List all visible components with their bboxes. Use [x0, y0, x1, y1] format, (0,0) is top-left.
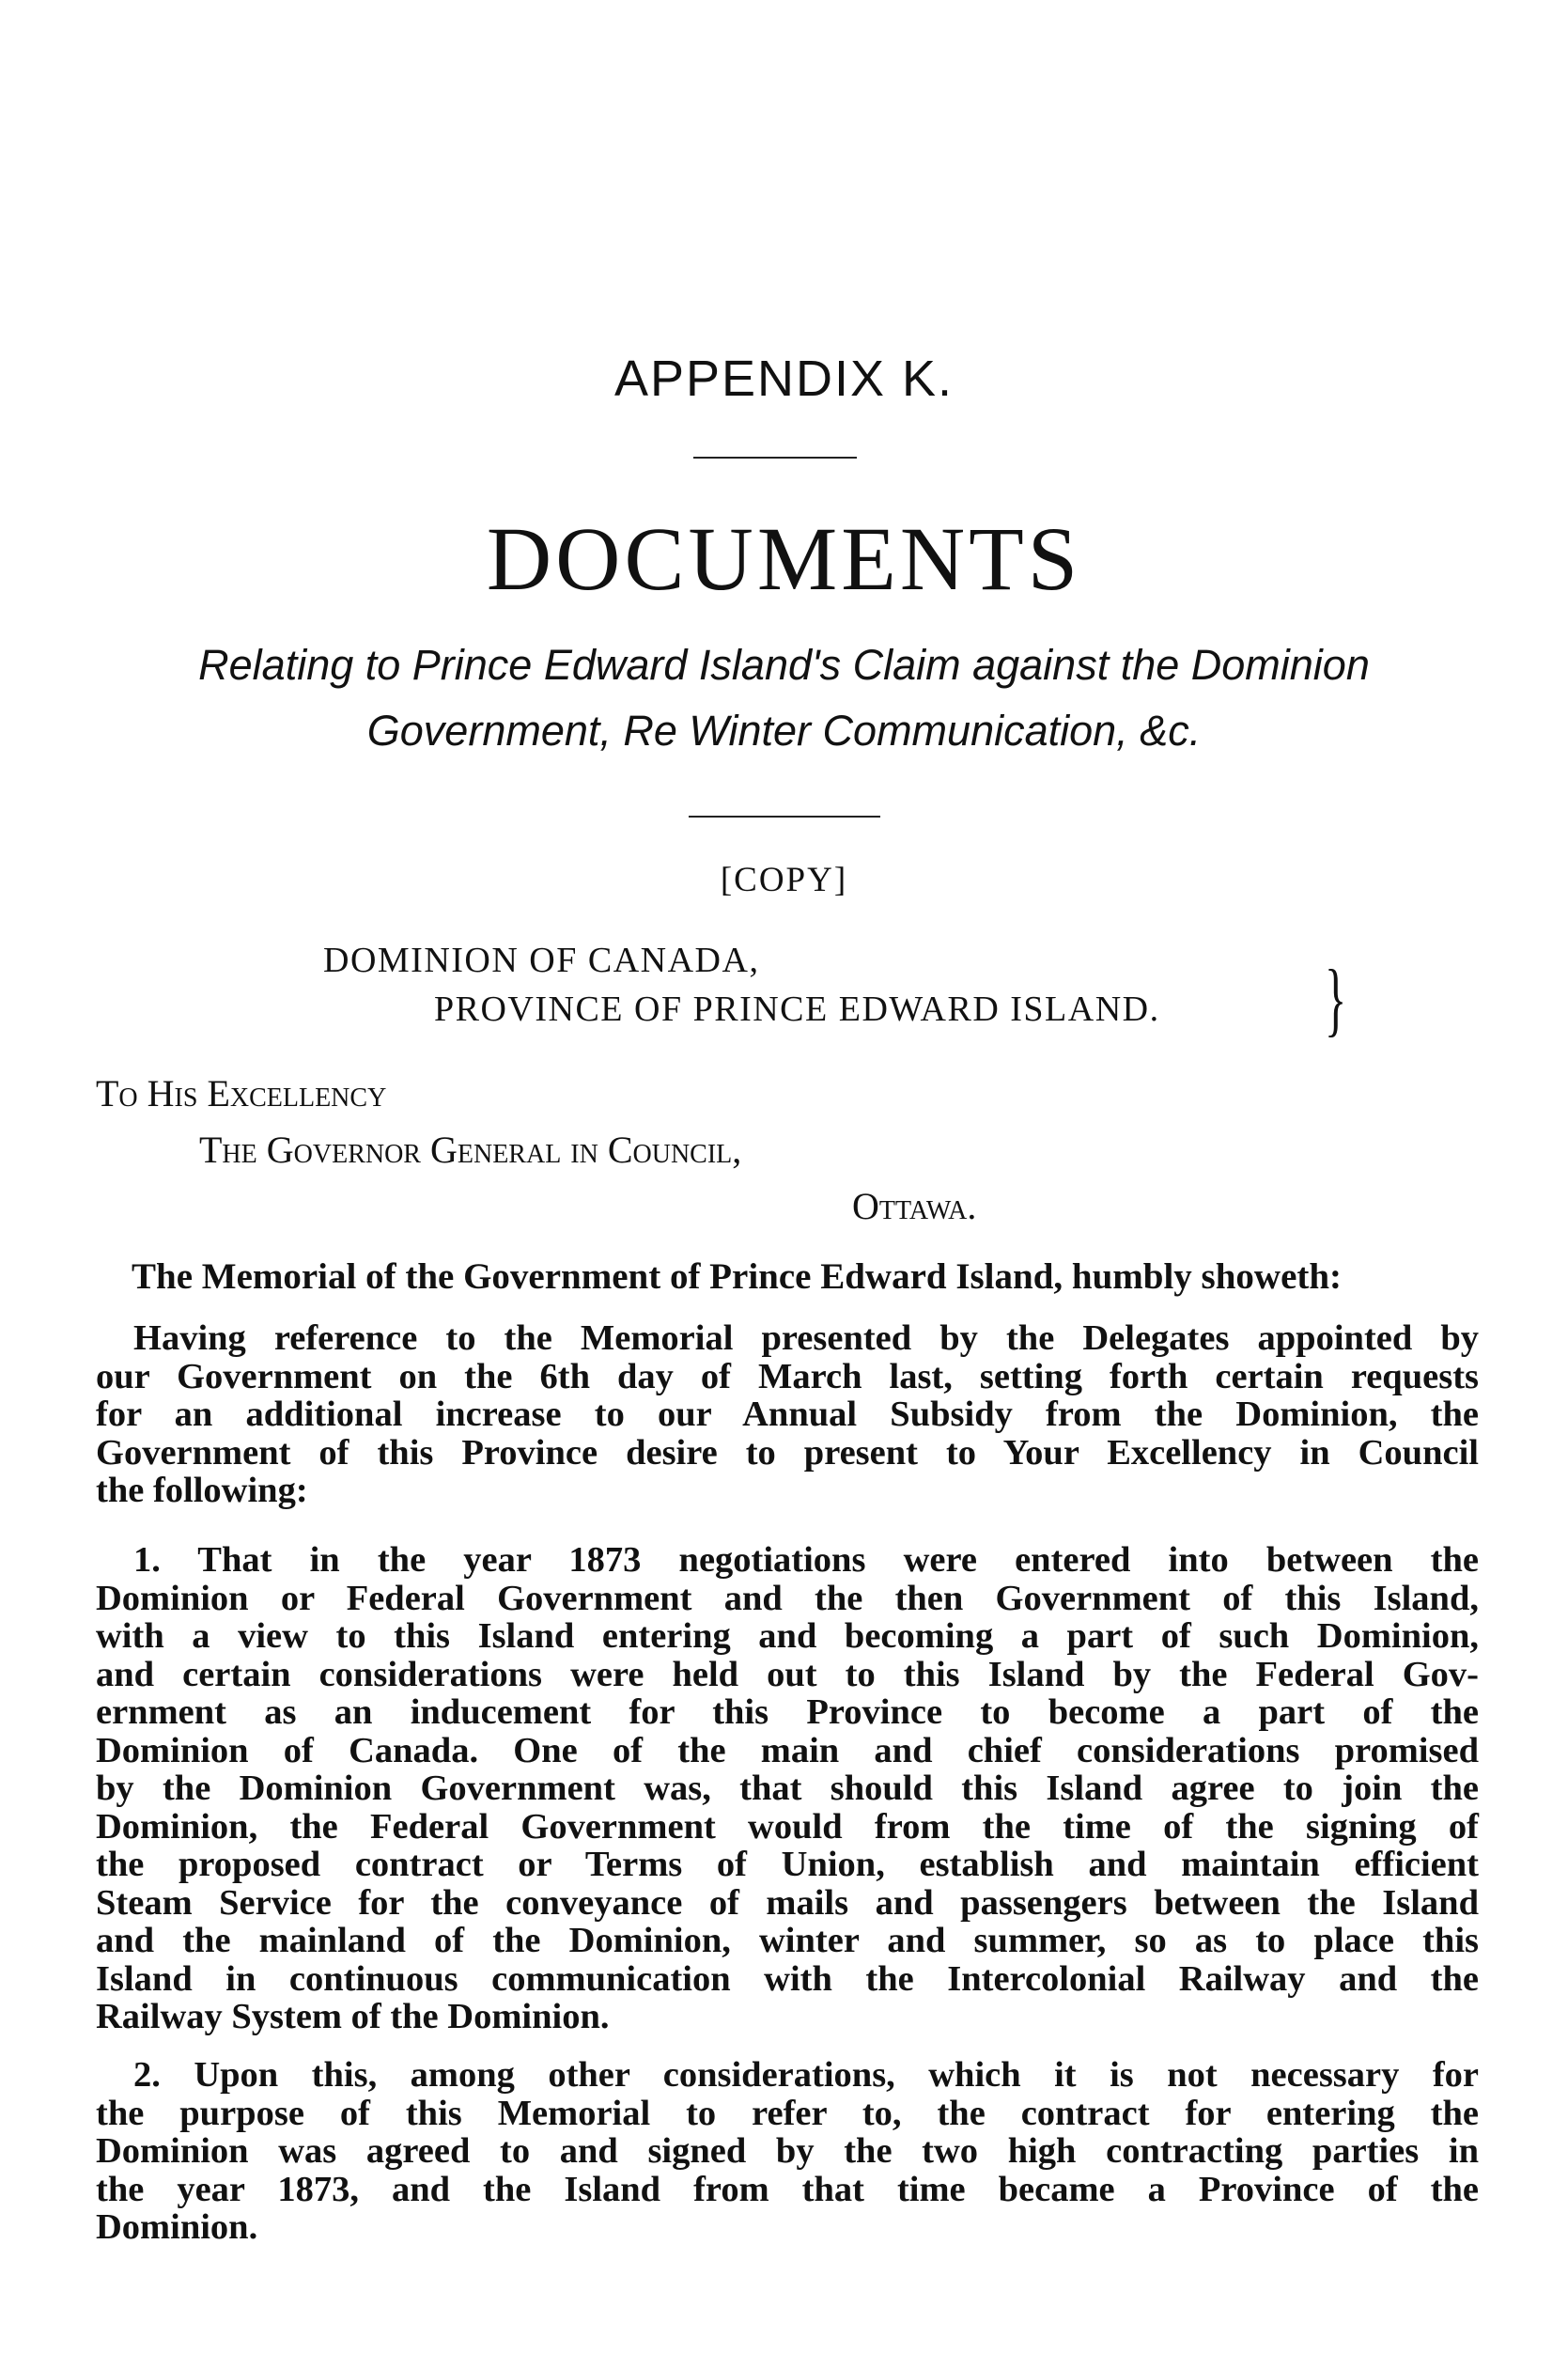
divider-rule — [689, 816, 880, 818]
paragraph-1 — [96, 1541, 1479, 2036]
paragraph-line: Steam Service for the conveyance of mails and passengers between the Island — [96, 1882, 1479, 1923]
appendix-heading: APPENDIX K. — [613, 351, 955, 407]
paragraph-line: with a view to this Island entering and becoming a part of such Dominion, — [96, 1616, 1479, 1656]
paragraph-line: 1. That in the year 1873 negotiations were entered into between the — [133, 1540, 1479, 1580]
paragraph-line: Having reference to the Memorial presented by the Delegates appointed by — [133, 1318, 1479, 1358]
paragraph-line: the following: — [96, 1471, 308, 1510]
paragraph-line: Government of this Province desire to present to Your Excellency in Council — [96, 1432, 1479, 1473]
heading-province: PROVINCE OF PRINCE EDWARD ISLAND. — [434, 990, 1160, 1029]
subtitle-line-1: Relating to Prince Edward Island's Claim against the Dominion — [198, 641, 1370, 689]
heading-dominion: DOMINION OF CANADA, — [323, 941, 760, 980]
paragraph-line: Railway System of the Dominion. — [96, 1997, 610, 2036]
brace-glyph: } — [1325, 954, 1347, 1045]
paragraph-line: the purpose of this Memorial to refer to, the contract for entering the — [96, 2093, 1479, 2133]
paragraph-line: for an additional increase to our Annual Subsidy from the Dominion, the — [96, 1395, 1479, 1434]
document-title: DOCUMENTS — [486, 508, 1082, 609]
paragraph-line: Island in continuous communication with the Intercolonial Railway and the — [96, 1958, 1479, 1999]
paragraph-line: Dominion, the Federal Government would from the time of the signing of — [96, 1806, 1479, 1847]
paragraph-line: the proposed contract or Terms of Union, establish and maintain efficient — [96, 1845, 1479, 1884]
copy-label: [COPY] — [720, 861, 848, 899]
memorial-intro: The Memorial of the Government of Prince Edward Island, humbly showeth: — [132, 1256, 1343, 1297]
paragraph-line: 2. Upon this, among other considerations, which it is not necessary for — [133, 2055, 1479, 2095]
paragraph-line: ernment as an inducement for this Province to become a part of the — [96, 1692, 1479, 1732]
divider-rule — [693, 457, 857, 459]
paragraph-line: the year 1873, and the Island from that time became a Province of the — [96, 2169, 1479, 2209]
paragraph-2 — [96, 2056, 1479, 2247]
paragraph-line: by the Dominion Government was, that should this Island agree to join the — [96, 1769, 1479, 1808]
paragraph-line: and certain considerations were held out to this Island by the Federal Gov- — [96, 1654, 1479, 1694]
paragraph-line: and the mainland of the Dominion, winter and summer, so as to place this — [96, 1921, 1479, 1960]
subtitle-line-2: Government, Re Winter Communication, &c. — [366, 707, 1202, 755]
paragraph-line: Dominion of Canada. One of the main and chief considerations promised — [96, 1730, 1479, 1770]
paragraph-line: Dominion or Federal Government and the then Government of this Island, — [96, 1578, 1479, 1618]
address-line-2: The Governor General in Council, — [199, 1129, 742, 1171]
paragraph-line: our Government on the 6th day of March last, setting forth certain requests — [96, 1356, 1479, 1396]
address-line-3: Ottawa. — [852, 1185, 977, 1227]
paragraph-line: Dominion. — [96, 2207, 258, 2247]
address-line-1: To His Excellency — [96, 1072, 387, 1114]
paragraph-preamble — [96, 1319, 1479, 1510]
paragraph-line: Dominion was agreed to and signed by the two high contracting parties in — [96, 2131, 1479, 2171]
